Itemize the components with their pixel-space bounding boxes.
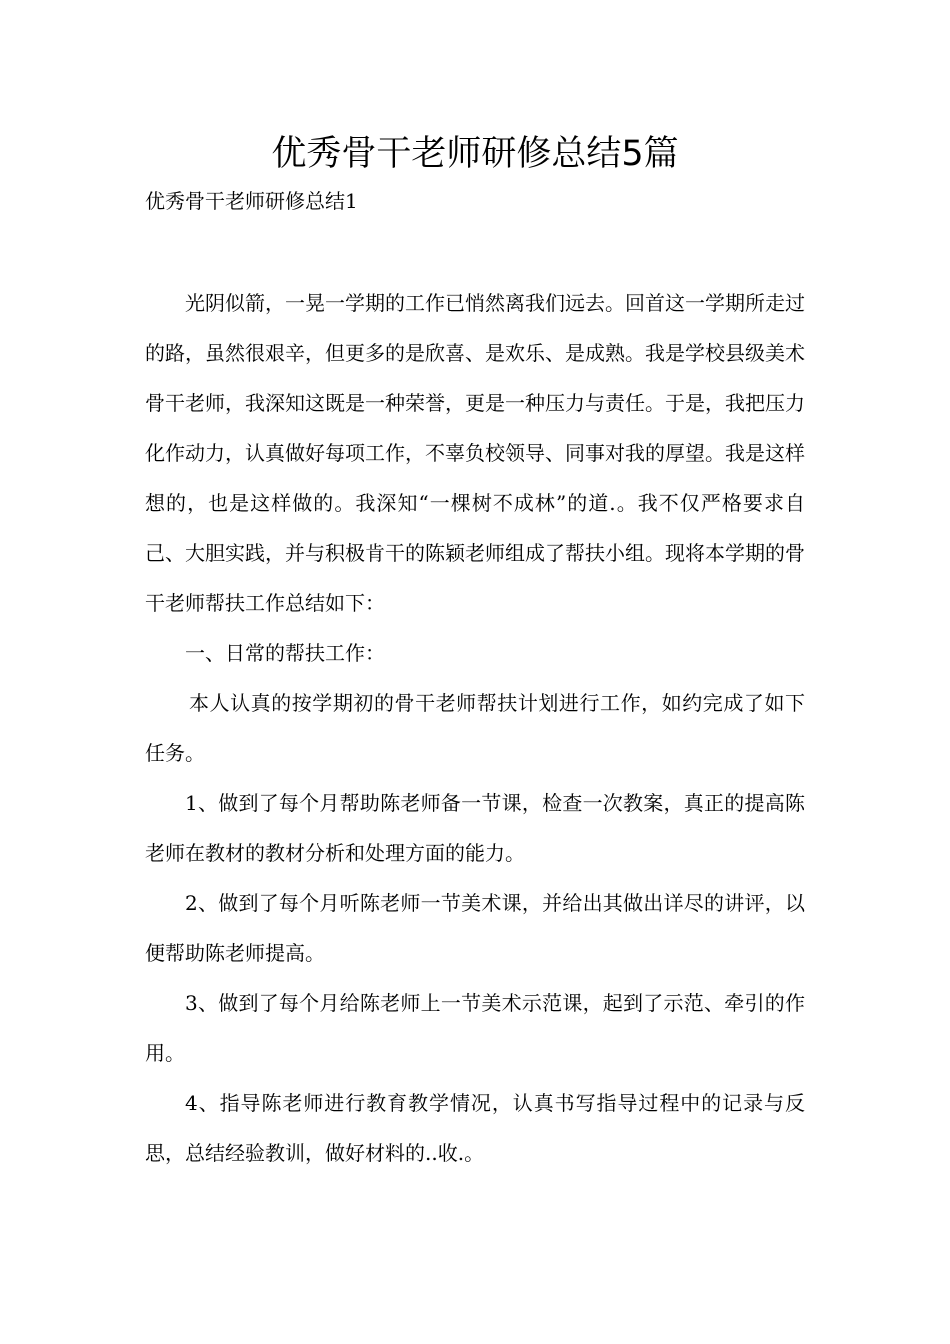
document-subtitle: 优秀骨干老师研修总结1 xyxy=(145,189,358,213)
paragraph-intro: 光阴似箭，一晃一学期的工作已悄然离我们远去。回首这一学期所走过的路，虽然很艰辛，但更多的是欣喜、是欢乐、是成熟。我是学校县级美术骨干老师，我深知这既是一种荣誉，更是一种压力与责任。于是，我把压力化作动力，认真做好每项工作，不辜负校领导、同事对我的厚望。我是这样想的，也是这样做的。我深知“一棵树不成林”的道.。我不仅严格要求自己、大胆实践，并与积极肯干的陈颖老师组成了帮扶小组。现将本学期的骨干老师帮扶工作总结如下： xyxy=(145,291,805,615)
document-title: 优秀骨干老师研修总结5篇 xyxy=(271,134,679,174)
section-heading: 一、日常的帮扶工作： xyxy=(185,641,385,665)
list-item-1: 1、做到了每个月帮助陈老师备一节课，检查一次教案，真正的提高陈老师在教材的教材分析和处理方面的能力。 xyxy=(145,791,805,865)
list-item-4: 4、指导陈老师进行教育教学情况，认真书写指导过程中的记录与反思，总结经验教训，做好材料的..收.。 xyxy=(145,1091,805,1165)
list-item-3: 3、做到了每个月给陈老师上一节美术示范课，起到了示范、牵引的作用。 xyxy=(145,991,805,1065)
document-body xyxy=(145,278,805,1178)
paragraph-task-summary: 本人认真的按学期初的骨干老师帮扶计划进行工作，如约完成了如下任务。 xyxy=(145,691,805,765)
list-item-2: 2、做到了每个月听陈老师一节美术课，并给出其做出详尽的讲评，以便帮助陈老师提高。 xyxy=(145,891,805,965)
